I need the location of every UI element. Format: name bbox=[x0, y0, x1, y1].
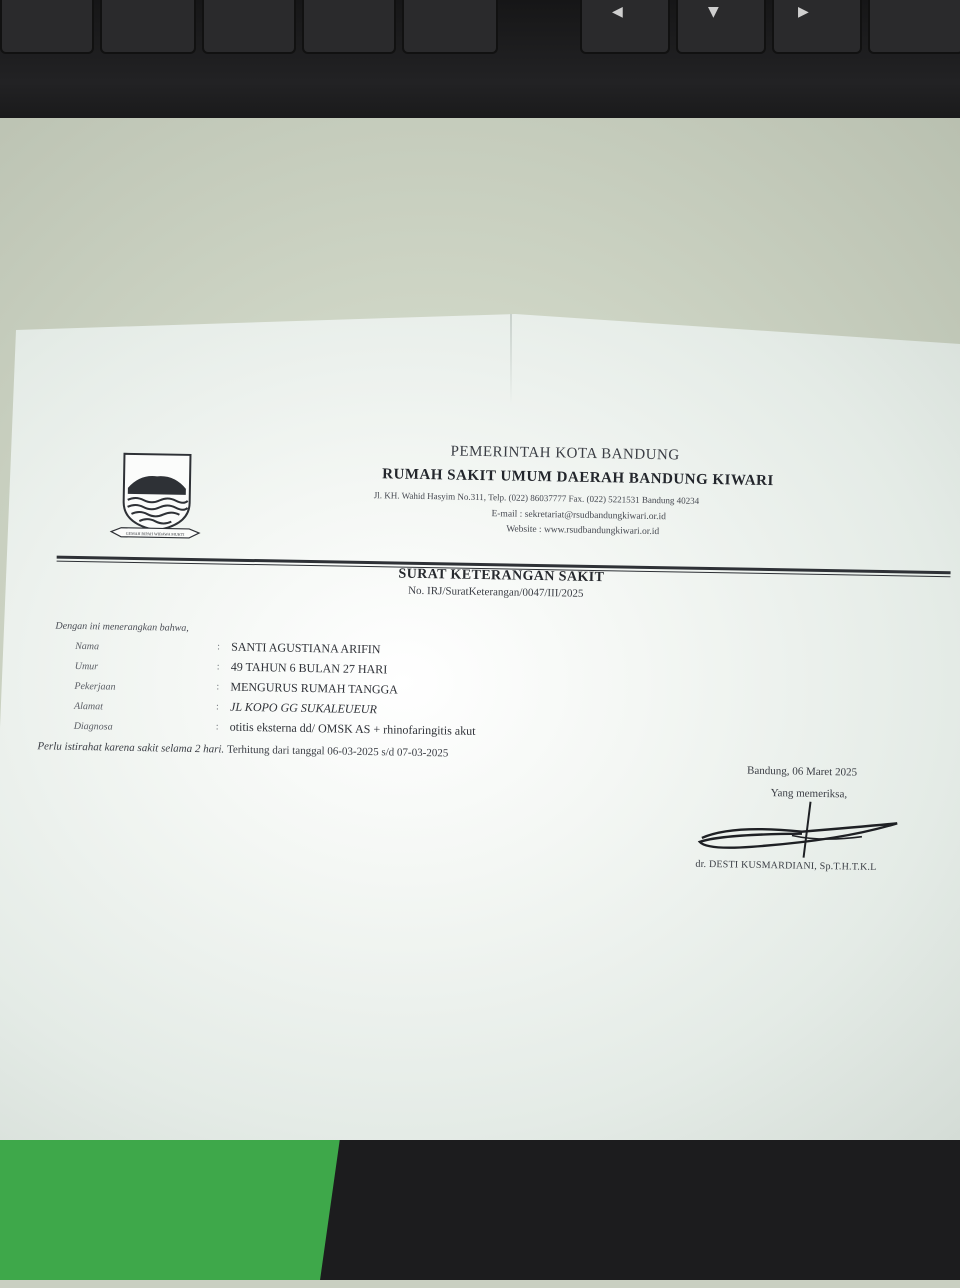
field-value-address: JL KOPO GG SUKALEUEUR bbox=[229, 699, 377, 717]
field-label-name: Nama bbox=[75, 640, 100, 653]
document-number: No. IRJ/SuratKeterangan/0047/III/2025 bbox=[408, 584, 584, 600]
arrow-right-icon: ▶ bbox=[798, 4, 809, 20]
hospital-address: Jl. KH. Wahid Hasyim No.311, Telp. (022) 86037777 Fax. (022) 5221531 Bandung 40234 bbox=[373, 490, 700, 506]
rest-statement bbox=[37, 740, 448, 759]
field-value-occupation: MENGURUS RUMAH TANGGA bbox=[230, 679, 399, 697]
signature-place-date: Bandung, 06 Maret 2025 bbox=[746, 764, 858, 779]
intro-text: Dengan ini menerangkan bahwa, bbox=[55, 620, 189, 634]
logo-motto: GEMAH RIPAH WIBAWA MUKTI bbox=[125, 530, 185, 537]
field-separator: : bbox=[216, 681, 220, 693]
arrow-left-icon: ◀ bbox=[612, 4, 623, 20]
field-separator: : bbox=[216, 661, 220, 673]
handwritten-signature bbox=[691, 794, 912, 868]
hospital-name: RUMAH SAKIT UMUM DAERAH BANDUNG KIWARI bbox=[382, 466, 774, 490]
field-value-age: 49 TAHUN 6 BULAN 27 HARI bbox=[230, 659, 388, 677]
rest-duration: Perlu istirahat karena sakit selama 2 hari. bbox=[37, 740, 225, 756]
field-value-name: SANTI AGUSTIANA ARIFIN bbox=[231, 639, 381, 657]
field-label-occupation: Pekerjaan bbox=[74, 680, 116, 693]
doctor-name: dr. DESTI KUSMARDIANI, Sp.T.H.T.K.L bbox=[695, 858, 877, 873]
field-label-diagnosis: Diagnosa bbox=[73, 720, 113, 733]
hospital-email: E-mail : sekretariat@rsudbandungkiwari.or.id bbox=[491, 509, 666, 523]
field-separator: : bbox=[217, 641, 221, 653]
government-heading: PEMERINTAH KOTA BANDUNG bbox=[450, 443, 680, 464]
field-value-diagnosis: otitis eksterna dd/ OMSK AS + rhinofaringitis akut bbox=[229, 719, 476, 738]
signature-role: Yang memeriksa, bbox=[770, 787, 848, 801]
field-label-age: Umur bbox=[74, 660, 99, 673]
city-emblem-logo bbox=[109, 450, 203, 542]
field-separator: : bbox=[215, 721, 219, 733]
field-separator: : bbox=[215, 701, 219, 713]
field-label-address: Alamat bbox=[73, 700, 104, 713]
document-title: SURAT KETERANGAN SAKIT bbox=[398, 566, 605, 586]
arrow-down-icon: ▼ bbox=[708, 4, 719, 20]
hospital-website: Website : www.rsudbandungkiwari.or.id bbox=[506, 524, 660, 538]
rest-period: Terhitung dari tanggal 06-03-2025 s/d 07-03-2025 bbox=[226, 743, 449, 760]
